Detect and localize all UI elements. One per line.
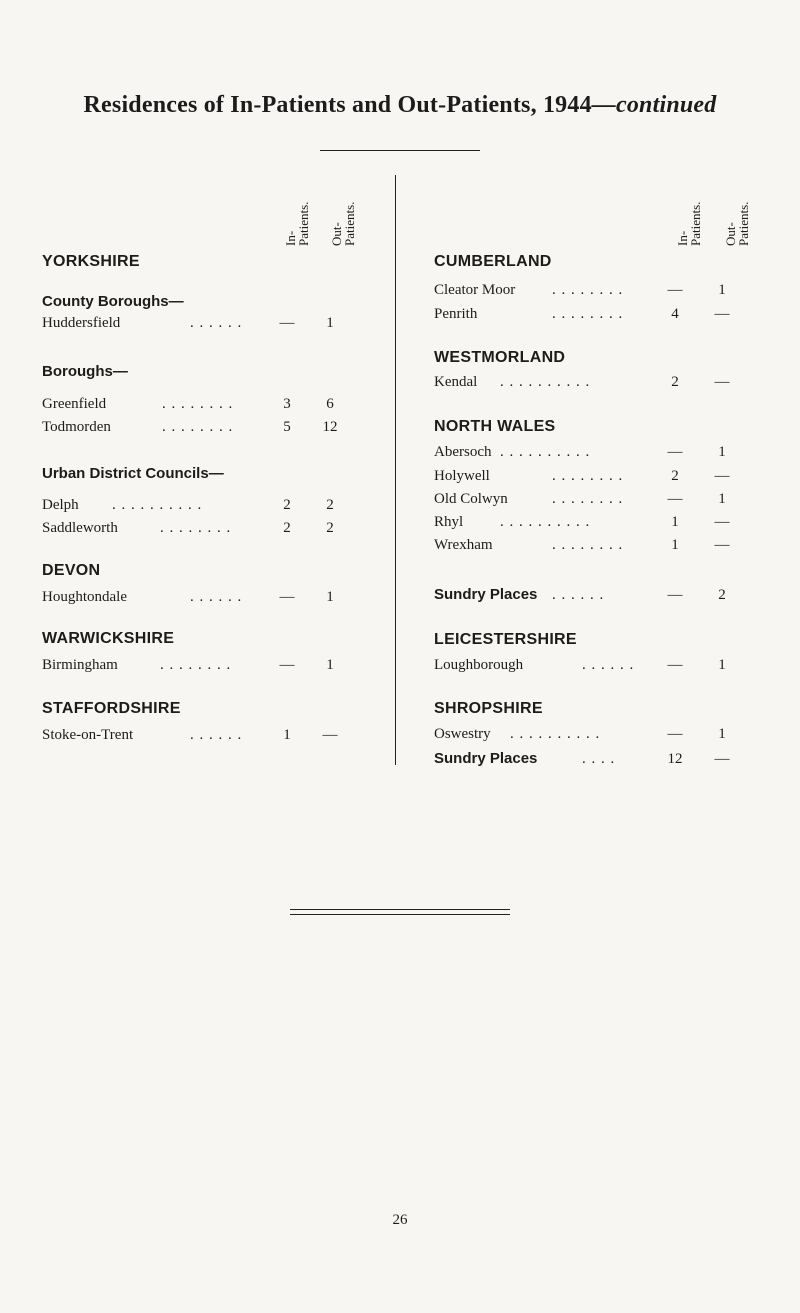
- end-rule: [290, 909, 510, 915]
- out-patients-value: —: [714, 374, 730, 390]
- subheading-county-boroughs: County Boroughs—: [42, 293, 184, 310]
- place-name: Cleator Moor: [434, 282, 516, 298]
- out-patients-value: —: [714, 537, 730, 553]
- table-row-abersoch: [434, 442, 774, 462]
- leader-dots: . . . . . . . .: [162, 419, 234, 435]
- out-patients-value: 1: [718, 726, 726, 742]
- place-name: Abersoch: [434, 444, 492, 460]
- in-patients-value: 2: [283, 520, 291, 536]
- page-number: 26: [392, 1212, 408, 1228]
- table-row-stoke-on-trent: [42, 725, 382, 745]
- table-row-old-colwyn: [434, 489, 774, 509]
- place-name: Delph: [42, 497, 79, 513]
- leader-dots: . . . . . . . . . .: [500, 514, 591, 530]
- leader-dots: . . . . . . . .: [552, 468, 624, 484]
- title-continued: —continued: [591, 92, 717, 118]
- place-name: Stoke-on-Trent: [42, 727, 134, 743]
- place-name: Kendal: [434, 374, 478, 390]
- table-row-houghtondale: [42, 587, 382, 607]
- leader-dots: . . . . . . . .: [160, 520, 232, 536]
- leader-dots: . . . . . . . .: [160, 657, 232, 673]
- in-patients-value: 3: [283, 396, 291, 412]
- out-patients-value: 1: [326, 315, 334, 331]
- place-name: Greenfield: [42, 396, 107, 412]
- table-row-greenfield: [42, 394, 382, 414]
- table-row-saddleworth: [42, 518, 382, 538]
- out-patients-value: 2: [718, 587, 726, 603]
- leader-dots: . . . . . .: [582, 657, 635, 673]
- leader-dots: . . . . . . . .: [552, 537, 624, 553]
- out-patients-value: 2: [326, 520, 334, 536]
- place-name: Sundry Places: [434, 586, 538, 603]
- table-row-delph: [42, 495, 382, 515]
- heading-staffordshire: STAFFORDSHIRE: [42, 700, 181, 717]
- out-patients-value: —: [714, 306, 730, 322]
- in-patients-value: —: [279, 589, 295, 605]
- table-row-sundry-places-2: [434, 749, 774, 769]
- left-in-patients-header: In- Patients.: [283, 201, 311, 246]
- table-row-todmorden: [42, 417, 382, 437]
- table-row-kendal: [434, 372, 774, 392]
- in-patients-value: 2: [283, 497, 291, 513]
- table-row-loughborough: [434, 655, 774, 675]
- in-patients-value: 2: [671, 468, 679, 484]
- leader-dots: . . . . . .: [190, 315, 243, 331]
- out-patients-value: —: [714, 751, 730, 767]
- table-row-oswestry: [434, 724, 774, 744]
- table-row-huddersfield: [42, 313, 382, 333]
- in-patients-value: 1: [283, 727, 291, 743]
- out-patients-value: 1: [326, 657, 334, 673]
- leader-dots: . . . . . . . .: [552, 306, 624, 322]
- heading-north-wales: NORTH WALES: [434, 418, 556, 435]
- heading-cumberland: CUMBERLAND: [434, 253, 552, 270]
- place-name: Rhyl: [434, 514, 464, 530]
- leader-dots: . . . . . . . . . .: [500, 444, 591, 460]
- in-patients-value: —: [667, 444, 683, 460]
- leader-dots: . . . .: [582, 751, 616, 767]
- out-patients-value: 1: [718, 491, 726, 507]
- place-name: Todmorden: [42, 419, 111, 435]
- place-name: Oswestry: [434, 726, 491, 742]
- in-patients-value: 12: [667, 751, 683, 767]
- place-name: Huddersfield: [42, 315, 121, 331]
- place-name: Wrexham: [434, 537, 493, 553]
- table-row-birmingham: [42, 655, 382, 675]
- out-patients-value: 12: [322, 419, 338, 435]
- heading-westmorland: WESTMORLAND: [434, 349, 566, 366]
- leader-dots: . . . . . . . . . .: [510, 726, 601, 742]
- out-patients-value: 2: [326, 497, 334, 513]
- table-row-rhyl: [434, 512, 774, 532]
- out-patients-value: —: [714, 514, 730, 530]
- leader-dots: . . . . . .: [552, 587, 605, 603]
- out-patients-value: 1: [718, 282, 726, 298]
- leader-dots: . . . . . . . . . .: [500, 374, 591, 390]
- page-title: [0, 92, 800, 119]
- subheading-boroughs: Boroughs—: [42, 363, 128, 380]
- table-row-wrexham: [434, 535, 774, 555]
- place-name: Saddleworth: [42, 520, 118, 536]
- heading-yorkshire: YORKSHIRE: [42, 253, 140, 270]
- right-in-patients-header: In- Patients.: [675, 201, 703, 246]
- in-patients-value: —: [279, 657, 295, 673]
- place-name: Penrith: [434, 306, 478, 322]
- table-row-cleator-moor: [434, 280, 774, 300]
- in-patients-value: —: [667, 587, 683, 603]
- table-row-holywell: [434, 466, 774, 486]
- heading-leicestershire: LEICESTERSHIRE: [434, 631, 577, 648]
- title-rule: [320, 150, 480, 151]
- subheading-urban-district-councils: Urban District Councils—: [42, 465, 224, 482]
- in-patients-value: —: [667, 491, 683, 507]
- heading-shropshire: SHROPSHIRE: [434, 700, 543, 717]
- in-patients-value: —: [667, 726, 683, 742]
- place-name: Sundry Places: [434, 750, 538, 767]
- leader-dots: . . . . . .: [190, 589, 243, 605]
- out-patients-value: —: [322, 727, 338, 743]
- place-name: Loughborough: [434, 657, 524, 673]
- in-patients-value: —: [279, 315, 295, 331]
- table-row-sundry-places: [434, 585, 774, 605]
- leader-dots: . . . . . .: [190, 727, 243, 743]
- column-divider: [395, 175, 396, 765]
- in-patients-value: 1: [671, 537, 679, 553]
- in-patients-value: —: [667, 657, 683, 673]
- out-patients-value: 1: [718, 657, 726, 673]
- in-patients-value: 2: [671, 374, 679, 390]
- right-out-patients-header: Out- Patients.: [723, 201, 751, 246]
- out-patients-value: 1: [326, 589, 334, 605]
- in-patients-value: —: [667, 282, 683, 298]
- place-name: Old Colwyn: [434, 491, 508, 507]
- place-name: Holywell: [434, 468, 490, 484]
- leader-dots: . . . . . . . .: [162, 396, 234, 412]
- out-patients-value: —: [714, 468, 730, 484]
- in-patients-value: 1: [671, 514, 679, 530]
- heading-warwickshire: WARWICKSHIRE: [42, 630, 175, 647]
- in-patients-value: 4: [671, 306, 679, 322]
- title-main: Residences of In-Patients and Out-Patients, 1944: [83, 92, 592, 118]
- out-patients-value: 6: [326, 396, 334, 412]
- heading-devon: DEVON: [42, 562, 101, 579]
- leader-dots: . . . . . . . .: [552, 491, 624, 507]
- place-name: Birmingham: [42, 657, 118, 673]
- place-name: Houghtondale: [42, 589, 127, 605]
- leader-dots: . . . . . . . .: [552, 282, 624, 298]
- leader-dots: . . . . . . . . . .: [112, 497, 203, 513]
- out-patients-value: 1: [718, 444, 726, 460]
- in-patients-value: 5: [283, 419, 291, 435]
- table-row-penrith: [434, 304, 774, 324]
- left-out-patients-header: Out- Patients.: [329, 201, 357, 246]
